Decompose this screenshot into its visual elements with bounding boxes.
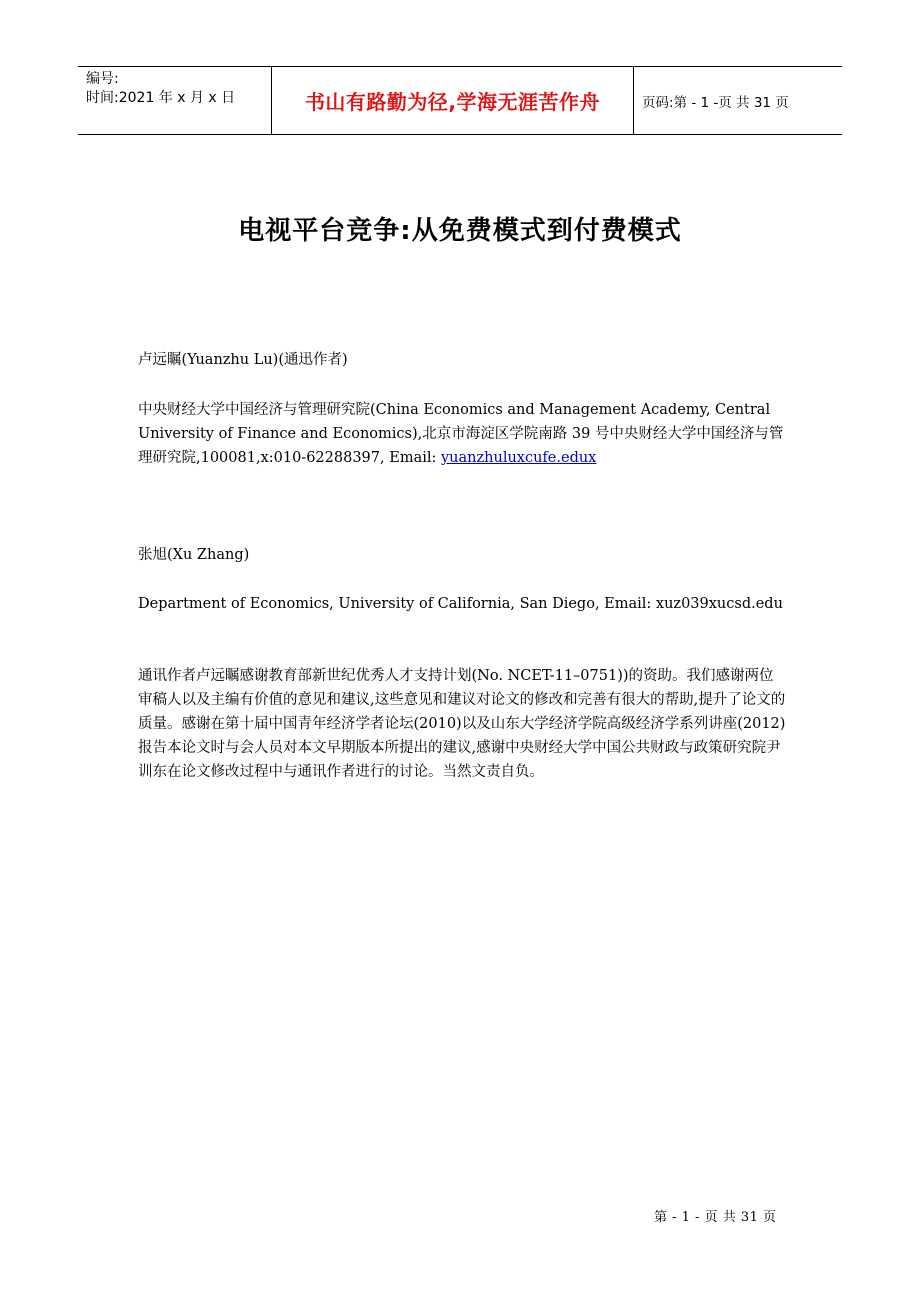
header-meta bbox=[78, 67, 272, 134]
footer-page-info: 第 - 1 - 页 共 31 页 bbox=[654, 1210, 777, 1225]
author2-name: 张旭(Xu Zhang) bbox=[138, 547, 250, 563]
page-title: 电视平台竞争:从免费模式到付费模式 bbox=[238, 216, 682, 246]
document-header bbox=[78, 66, 842, 135]
author2-affiliation: Department of Economics, University of California, San Diego, Email: xuz039xucsd.edu bbox=[138, 596, 783, 612]
date-line: 时间:2021 年 x 月 x 日 bbox=[86, 90, 236, 106]
author1-affiliation bbox=[138, 398, 788, 470]
header-page-info: 页码:第 - 1 -页 共 31 页 bbox=[642, 94, 789, 111]
header-motto: 书山有路勤为径,学海无涯苦作舟 bbox=[272, 67, 634, 134]
acknowledgement-paragraph: 通讯作者卢远瞩感谢教育部新世纪优秀人才支持计划(No. NCET-11–0751))的资助。我们感谢两位审稿人以及主编有价值的意见和建议,这些意见和建议对论文的修改和完善有很大的帮助,提升了论文的质量。感谢在第十届中国青年经济学者论坛(2010)以及山东大学经济学院高级经济学系列讲座(2012)报告本论文时与会人员对本文早期版本所提出的建议,感谢中央财经大学中国公共财政与政策研究院尹训东在论文修改过程中与通讯作者进行的讨论。当然文责自负。 bbox=[138, 668, 786, 780]
code-label: 编号: bbox=[86, 71, 119, 87]
author1-email-link[interactable]: yuanzhuluxcufe.edux bbox=[440, 450, 597, 466]
author1-name: 卢远瞩(Yuanzhu Lu)(通迅作者) bbox=[138, 352, 348, 368]
author1-affiliation-text: 中央财经大学中国经济与管理研究院(China Economics and Management Academy, Central University of Finance and Economics),北京市海淀区学院南路 39 号中央财经大学中国经济与管理研究院,100081,x:010-62288397, Email: bbox=[138, 402, 784, 466]
